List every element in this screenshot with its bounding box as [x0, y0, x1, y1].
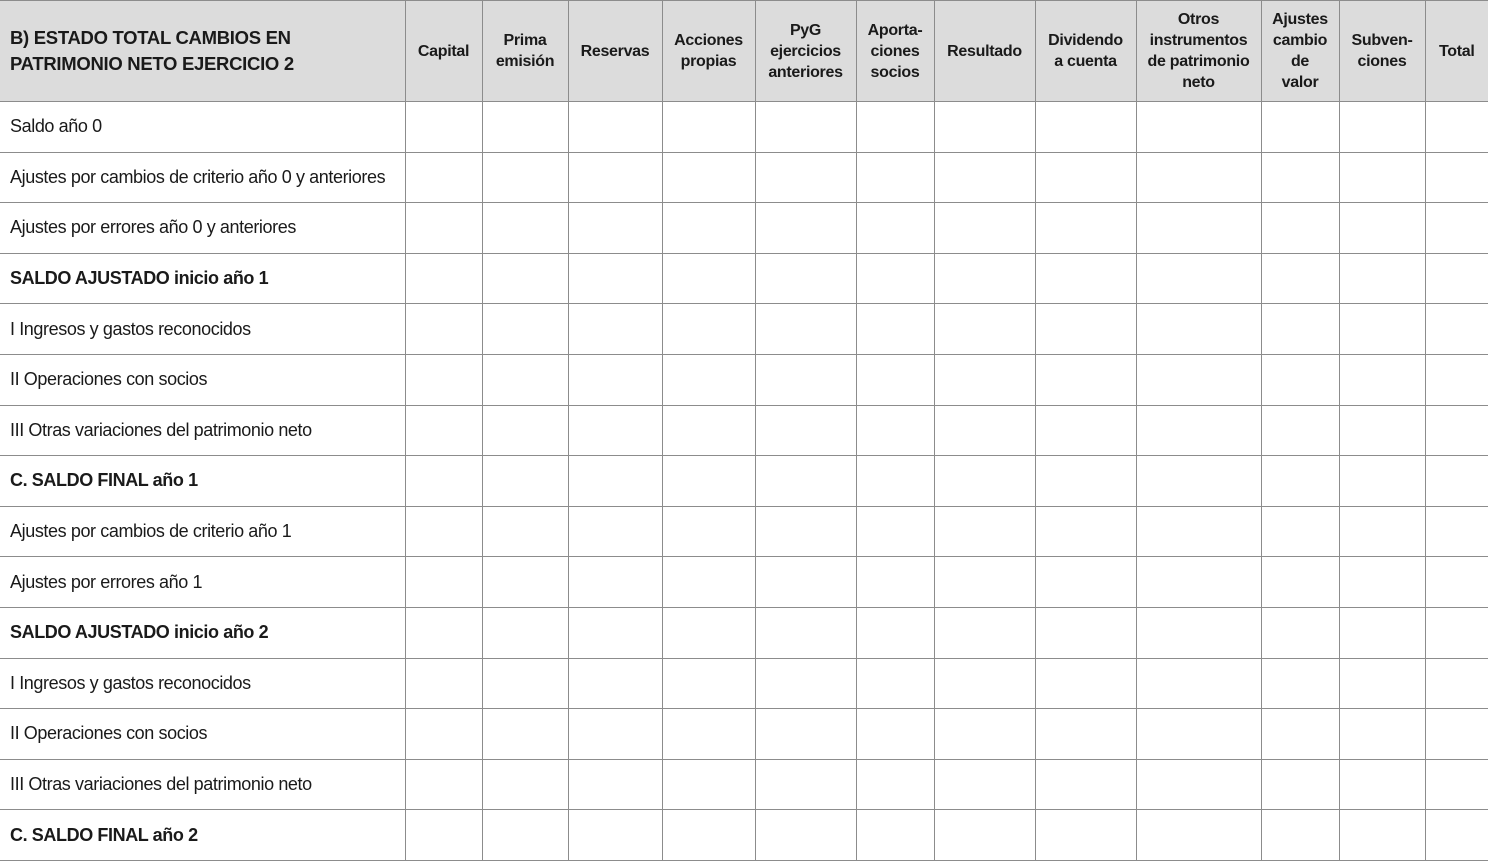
table-cell [1136, 506, 1261, 557]
table-row [0, 102, 1488, 153]
row-label: III Otras variaciones del patrimonio neto [0, 759, 405, 810]
column-header-label: Subven- ciones [1351, 32, 1413, 70]
table-cell [568, 405, 662, 456]
table-cell [1339, 557, 1425, 608]
table-cell [755, 506, 856, 557]
table-cell [405, 456, 482, 507]
table-row [0, 152, 1488, 203]
table-cell [662, 102, 755, 153]
table-cell [405, 152, 482, 203]
table-cell [1425, 354, 1488, 405]
table-cell [856, 354, 934, 405]
table-cell [934, 607, 1035, 658]
column-header [856, 1, 934, 102]
table-cell [405, 354, 482, 405]
table-cell [1136, 152, 1261, 203]
table-header-row [0, 1, 1488, 102]
table-cell [755, 304, 856, 355]
table-cell [568, 607, 662, 658]
column-header-label: Reservas [580, 42, 650, 60]
table-cell [405, 759, 482, 810]
table-cell [1035, 102, 1136, 153]
table-cell [856, 709, 934, 760]
table-row [0, 304, 1488, 355]
column-header-label: Total [1438, 42, 1475, 60]
table-cell [662, 203, 755, 254]
table-cell [1261, 203, 1339, 254]
table-cell [482, 304, 568, 355]
table-cell [856, 152, 934, 203]
table-cell [1261, 810, 1339, 861]
row-label: II Operaciones con socios [0, 354, 405, 405]
table-row [0, 354, 1488, 405]
table-cell [1261, 607, 1339, 658]
table-cell [405, 304, 482, 355]
table-row [0, 810, 1488, 861]
table-cell [934, 405, 1035, 456]
table-cell [934, 506, 1035, 557]
table-cell [1261, 405, 1339, 456]
table-cell [662, 405, 755, 456]
table-cell [568, 557, 662, 608]
table-cell [1035, 203, 1136, 254]
table-cell [1261, 557, 1339, 608]
table-cell [856, 557, 934, 608]
table-cell [755, 152, 856, 203]
table-cell [1136, 607, 1261, 658]
table-cell [1136, 102, 1261, 153]
table-cell [856, 102, 934, 153]
table-cell [1136, 709, 1261, 760]
table-cell [856, 810, 934, 861]
table-body [0, 102, 1488, 861]
table-cell [934, 253, 1035, 304]
table-row [0, 607, 1488, 658]
table-cell [1261, 709, 1339, 760]
table-cell [1339, 810, 1425, 861]
table-cell [405, 557, 482, 608]
table-cell [1035, 354, 1136, 405]
table-cell [1425, 304, 1488, 355]
table-cell [1339, 456, 1425, 507]
table-cell [1136, 203, 1261, 254]
table-cell [662, 304, 755, 355]
table-cell [482, 810, 568, 861]
table-cell [934, 203, 1035, 254]
table-cell [856, 607, 934, 658]
table-cell [934, 658, 1035, 709]
table-cell [755, 557, 856, 608]
table-cell [755, 759, 856, 810]
table-cell [1339, 304, 1425, 355]
table-cell [856, 203, 934, 254]
table-cell [1339, 152, 1425, 203]
table-cell [662, 506, 755, 557]
table-cell [856, 759, 934, 810]
table-cell [1035, 456, 1136, 507]
table-cell [1425, 152, 1488, 203]
table-cell [1035, 253, 1136, 304]
table-cell [662, 253, 755, 304]
table-row [0, 253, 1488, 304]
table-cell [1339, 759, 1425, 810]
table-cell [856, 658, 934, 709]
table-cell [482, 456, 568, 507]
table-cell [1035, 152, 1136, 203]
row-label: C. SALDO FINAL año 1 [0, 456, 405, 507]
table-cell [482, 759, 568, 810]
table-cell [405, 709, 482, 760]
column-header-label: Dividendo a cuenta [1048, 32, 1123, 70]
table-row [0, 759, 1488, 810]
table-row [0, 203, 1488, 254]
table-cell [1035, 658, 1136, 709]
table-cell [482, 658, 568, 709]
table-cell [755, 658, 856, 709]
table-cell [1339, 607, 1425, 658]
table-cell [934, 759, 1035, 810]
table-cell [568, 253, 662, 304]
table-cell [662, 709, 755, 760]
table-cell [755, 203, 856, 254]
table-row [0, 506, 1488, 557]
table-cell [1425, 203, 1488, 254]
table-cell [1339, 253, 1425, 304]
table-cell [405, 607, 482, 658]
table-cell [1035, 709, 1136, 760]
table-cell [1339, 658, 1425, 709]
row-label: Ajustes por errores año 0 y anteriores [0, 203, 405, 254]
table-cell [568, 759, 662, 810]
table-cell [405, 102, 482, 153]
table-cell [1339, 354, 1425, 405]
table-cell [405, 253, 482, 304]
table-cell [755, 405, 856, 456]
table-cell [568, 152, 662, 203]
table-cell [662, 456, 755, 507]
table-cell [1339, 203, 1425, 254]
column-header [755, 1, 856, 102]
table-row [0, 405, 1488, 456]
column-header [1339, 1, 1425, 102]
table-cell [1425, 456, 1488, 507]
column-header-label: Acciones propias [674, 32, 743, 70]
table-cell [1035, 759, 1136, 810]
table-cell [1425, 709, 1488, 760]
column-header [1136, 1, 1261, 102]
table-cell [755, 607, 856, 658]
row-label: SALDO AJUSTADO inicio año 1 [0, 253, 405, 304]
table-cell [568, 810, 662, 861]
table-cell [1136, 456, 1261, 507]
table-cell [755, 253, 856, 304]
table-cell [482, 253, 568, 304]
table-cell [1425, 405, 1488, 456]
table-cell [1136, 304, 1261, 355]
column-header-label: Ajustes cambio de valor [1272, 11, 1328, 91]
table-cell [405, 810, 482, 861]
column-header [405, 1, 482, 102]
column-header-label: Prima emisión [495, 32, 555, 70]
table-cell [755, 456, 856, 507]
table-cell [405, 203, 482, 254]
table-cell [482, 354, 568, 405]
column-header [482, 1, 568, 102]
table-cell [482, 102, 568, 153]
table-cell [568, 102, 662, 153]
table-cell [482, 152, 568, 203]
table-cell [856, 506, 934, 557]
table-cell [568, 304, 662, 355]
table-cell [1425, 810, 1488, 861]
table-cell [1136, 557, 1261, 608]
table-cell [1261, 759, 1339, 810]
table-cell [934, 152, 1035, 203]
table-cell [1339, 405, 1425, 456]
table-cell [1136, 253, 1261, 304]
column-header-label: Capital [417, 42, 470, 60]
table-cell [1339, 102, 1425, 153]
table-cell [1339, 709, 1425, 760]
table-cell [755, 354, 856, 405]
table-cell [1136, 405, 1261, 456]
table-row [0, 709, 1488, 760]
table-cell [482, 506, 568, 557]
table-cell [662, 759, 755, 810]
table-cell [1261, 658, 1339, 709]
table-cell [934, 557, 1035, 608]
table-cell [934, 810, 1035, 861]
table-cell [1035, 557, 1136, 608]
table-cell [755, 810, 856, 861]
table-cell [1035, 304, 1136, 355]
table-cell [1035, 405, 1136, 456]
table-cell [482, 709, 568, 760]
table-cell [856, 253, 934, 304]
table-cell [856, 304, 934, 355]
table-cell [1261, 456, 1339, 507]
table-cell [482, 607, 568, 658]
table-cell [934, 304, 1035, 355]
table-cell [1261, 102, 1339, 153]
table-cell [755, 102, 856, 153]
table-cell [662, 152, 755, 203]
table-cell [1261, 304, 1339, 355]
row-label: Ajustes por errores año 1 [0, 557, 405, 608]
table-cell [662, 810, 755, 861]
table-cell [1339, 506, 1425, 557]
table-cell [662, 658, 755, 709]
table-cell [856, 405, 934, 456]
table-cell [1261, 152, 1339, 203]
table-title: B) ESTADO TOTAL CAMBIOS EN PATRIMONIO NETO EJERCICIO 2 [0, 1, 405, 102]
column-header [1035, 1, 1136, 102]
row-label: Saldo año 0 [0, 102, 405, 153]
row-label: I Ingresos y gastos reconocidos [0, 304, 405, 355]
table-cell [934, 102, 1035, 153]
table-cell [568, 354, 662, 405]
table-cell [1035, 810, 1136, 861]
table-cell [1425, 253, 1488, 304]
table-cell [568, 709, 662, 760]
table-cell [662, 354, 755, 405]
table-cell [1035, 506, 1136, 557]
row-label: III Otras variaciones del patrimonio neto [0, 405, 405, 456]
column-header-label: Otros instrumentos de patrimonio neto [1147, 11, 1250, 91]
table-cell [568, 456, 662, 507]
table-cell [1425, 759, 1488, 810]
table-cell [482, 405, 568, 456]
table-cell [755, 709, 856, 760]
table-cell [405, 506, 482, 557]
table-cell [1136, 759, 1261, 810]
table-cell [662, 607, 755, 658]
table-cell [405, 405, 482, 456]
table-cell [1425, 658, 1488, 709]
column-header-label: Resultado [947, 42, 1022, 60]
row-label: C. SALDO FINAL año 2 [0, 810, 405, 861]
table-cell [568, 658, 662, 709]
table-cell [934, 709, 1035, 760]
column-header [1425, 1, 1488, 102]
table-cell [482, 203, 568, 254]
table-cell [1425, 557, 1488, 608]
row-label: II Operaciones con socios [0, 709, 405, 760]
table-row [0, 456, 1488, 507]
column-header-label: PyG ejercicios anteriores [768, 21, 843, 81]
column-header [934, 1, 1035, 102]
table-cell [1136, 658, 1261, 709]
row-label: SALDO AJUSTADO inicio año 2 [0, 607, 405, 658]
row-label: Ajustes por cambios de criterio año 0 y anteriores [0, 152, 405, 203]
table-cell [568, 203, 662, 254]
table-cell [1035, 607, 1136, 658]
table-cell [482, 557, 568, 608]
table-row [0, 658, 1488, 709]
table-cell [1425, 102, 1488, 153]
table-cell [1261, 506, 1339, 557]
table-row [0, 557, 1488, 608]
column-header [568, 1, 662, 102]
table-cell [1425, 607, 1488, 658]
row-label: I Ingresos y gastos reconocidos [0, 658, 405, 709]
table-cell [1136, 810, 1261, 861]
table-cell [1261, 354, 1339, 405]
column-header-label: Aporta- ciones socios [867, 21, 923, 81]
table-cell [405, 658, 482, 709]
table-cell [934, 456, 1035, 507]
table-cell [1136, 354, 1261, 405]
row-label: Ajustes por cambios de criterio año 1 [0, 506, 405, 557]
table-cell [856, 456, 934, 507]
table-cell [934, 354, 1035, 405]
table-cell [1261, 253, 1339, 304]
table-cell [662, 557, 755, 608]
column-header [1261, 1, 1339, 102]
column-header [662, 1, 755, 102]
table-cell [1425, 506, 1488, 557]
table-cell [568, 506, 662, 557]
